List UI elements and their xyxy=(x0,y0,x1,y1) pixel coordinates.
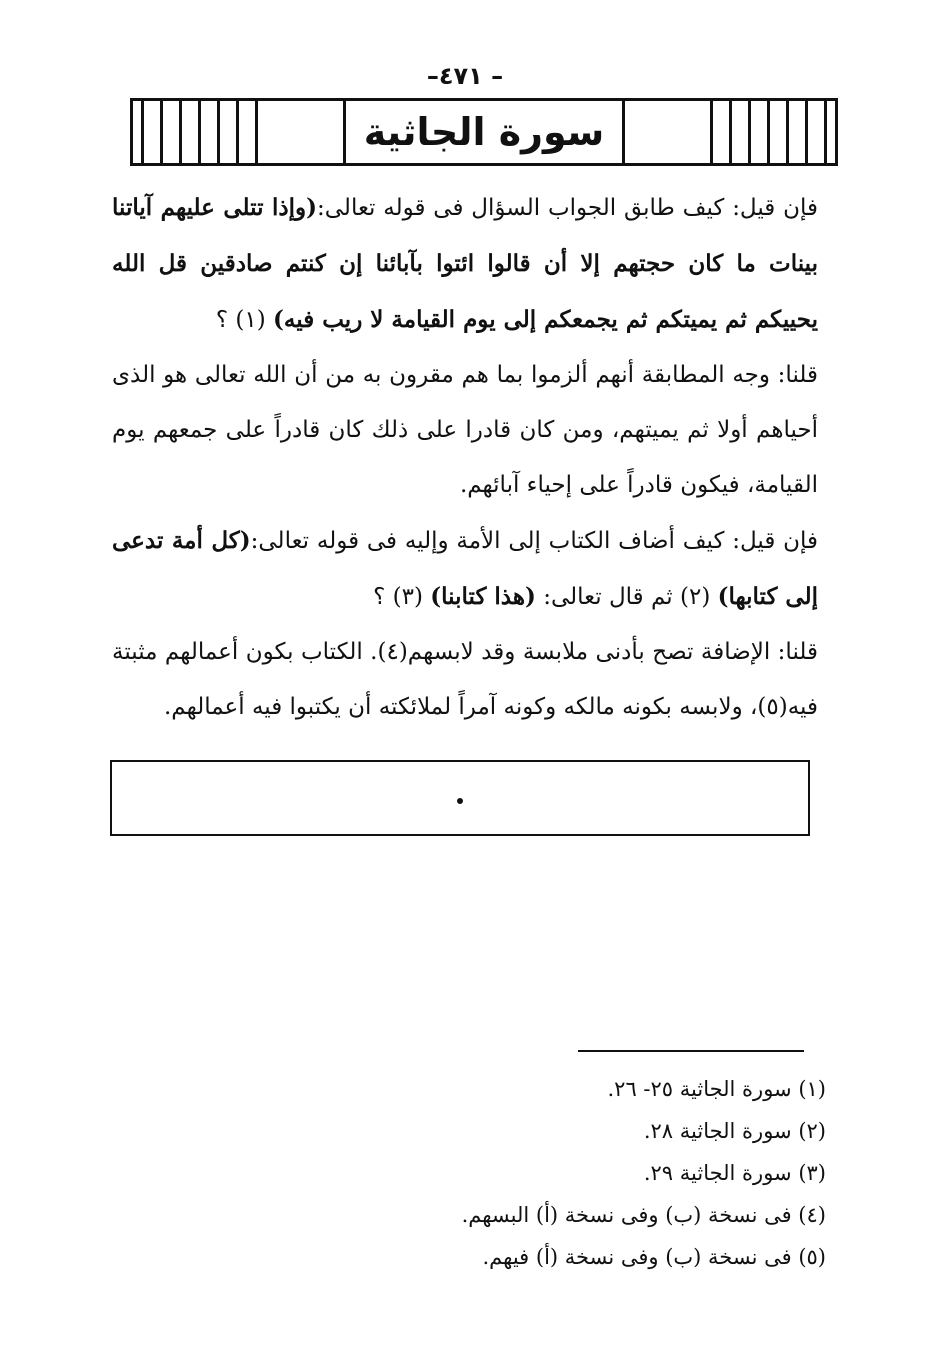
footnote-ref: (١) ؟ xyxy=(215,307,274,333)
footnotes xyxy=(266,1068,826,1278)
question-intro: فإن قيل: كيف أضاف الكتاب إلى الأمة وإليه فى قوله تعالى: xyxy=(250,528,818,554)
footnote-divider xyxy=(578,1050,804,1052)
paragraph-answer-1: قلنا: وجه المطابقة أنهم ألزموا بما هم مقرون به من أن الله تعالى هو الذى أحياهم أولا ثم يميتهم، ومن كان قادرا على ذلك كان قادراً على جمعهم يوم القيامة، فيكون قادراً على إحياء آبائهم. xyxy=(112,362,818,498)
quran-quote-2: (هذا كتابنا) xyxy=(430,583,536,610)
chapter-title-frame xyxy=(130,98,838,166)
title-frame-left-ornament xyxy=(141,101,274,163)
chapter-title: سورة الجاثية xyxy=(363,110,605,154)
footnote-ref: (٣) ؟ xyxy=(373,584,431,610)
title-frame-right-ornament xyxy=(694,101,827,163)
paragraph-answer-2: قلنا: الإضافة تصح بأدنى ملابسة وقد لابسهم(٤). الكتاب بكون أعمالهم مثبتة فيه(٥)، ولابسه بكونه مالكه وكونه آمراً لملائكته أن يكتبوا فيه أعمالهم. xyxy=(112,639,818,720)
main-text xyxy=(112,180,818,735)
footnote-2: (٢) سورة الجاثية ٢٨. xyxy=(643,1119,826,1143)
chapter-title-panel xyxy=(343,101,625,163)
footnote-3: (٣) سورة الجاثية ٢٩. xyxy=(643,1161,826,1185)
section-separator-box xyxy=(110,760,810,836)
separator-dot xyxy=(457,798,463,804)
question-intro: فإن قيل: كيف طابق الجواب السؤال فى قوله تعالى: xyxy=(317,195,818,221)
question-middle: (٢) ثم قال تعالى: xyxy=(535,584,718,610)
footnote-4: (٤) فى نسخة (ب) وفى نسخة (أ) البسهم. xyxy=(461,1203,826,1227)
footnote-1: (١) سورة الجاثية ٢٥- ٢٦. xyxy=(607,1077,826,1101)
paragraph-question-1 xyxy=(112,180,818,348)
quran-quote: (وإذا تتلى عليهم آياتنا بينات ما كان حجتهم إلا أن قالوا ائتوا بآبائنا إن كنتم صادقين قل الله يحييكم ثم يميتكم ثم يجمعكم إلى يوم القيامة لا ريب فيه) xyxy=(112,194,818,333)
page-number: –٤٧١ – xyxy=(426,62,504,90)
footnote-5: (٥) فى نسخة (ب) وفى نسخة (أ) فيهم. xyxy=(482,1245,826,1269)
quran-quote: (كل أمة تدعى إلى كتابها) xyxy=(112,527,818,610)
paragraph-question-2 xyxy=(112,513,818,625)
